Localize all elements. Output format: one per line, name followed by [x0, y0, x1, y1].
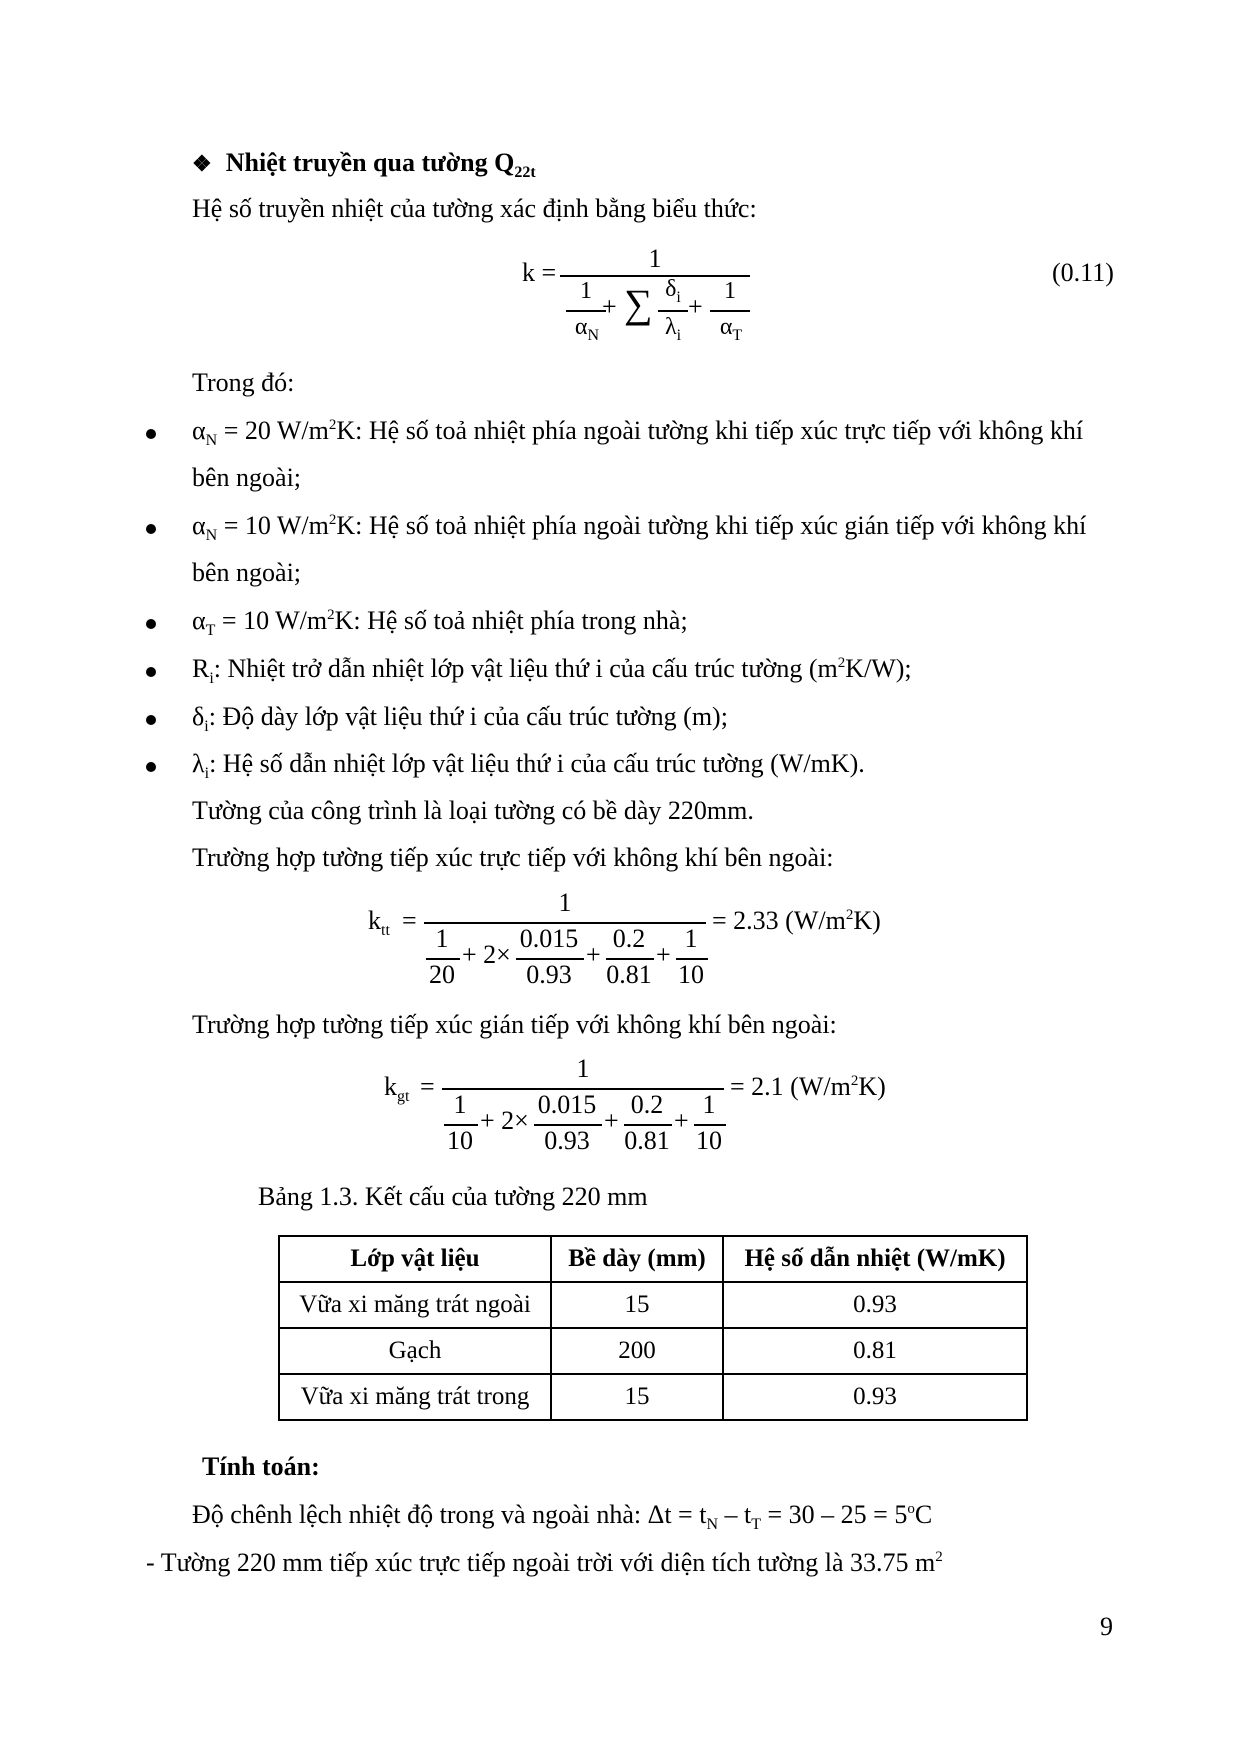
- bullet-dot-icon: [146, 429, 156, 439]
- wall-note: Tường của công trình là loại tường có bề dày 220mm.: [192, 796, 754, 825]
- list-item: $\alpha_N = 10$ $W/m^2K$: Hệ số toả nhiệt phía ngoài tường khi tiếp xúc gián tiếp với không khí: [192, 511, 1087, 544]
- where-label: Trong đó:: [192, 368, 295, 397]
- bullet-dot-icon: [146, 524, 156, 534]
- table-row: Vữa xi măng trát ngoài 15 0.93: [279, 1282, 1027, 1328]
- delta-t-line: Độ chênh lệch nhiệt độ trong và ngoài nhà: $\Delta t = t_N - t_T = 30 - 25 = 5^oC$: [192, 1500, 933, 1533]
- bullet-dot-icon: [146, 667, 156, 677]
- list-item: $\alpha_N = 20$ $W/m^2K$: Hệ số toả nhiệt phía ngoài tường khi tiếp xúc trực tiếp với không khí: [192, 416, 1084, 449]
- wall-structure-table: [278, 1235, 1028, 1421]
- sum-symbol: ∑: [624, 281, 653, 326]
- case-direct-text: Trường hợp tường tiếp xúc trực tiếp với không khí bên ngoài:: [192, 843, 834, 872]
- list-item: $\alpha_T = 10$ $W/m^2K$: Hệ số toả nhiệt phía trong nhà;: [192, 606, 688, 639]
- table-row: Vữa xi măng trát trong 15 0.93: [279, 1374, 1027, 1420]
- table-row: Gạch 200 0.81: [279, 1328, 1027, 1374]
- table-caption: Bảng 1.3. Kết cấu của tường 220 mm: [258, 1182, 648, 1211]
- calc-title: Tính toán:: [202, 1452, 320, 1481]
- diamond-bullet-icon: ❖: [192, 151, 212, 176]
- list-item: $\lambda_i$: Hệ số dẫn nhiệt lớp vật liệu thứ i của cấu trúc tường (W/mK).: [192, 749, 865, 782]
- intro-text: Hệ số truyền nhiệt của tường xác định bằng biểu thức:: [192, 194, 757, 223]
- bullet-dot-icon: [146, 715, 156, 725]
- bullet-dot-icon: [146, 619, 156, 629]
- wall-area-line: - Tường 220 mm tiếp xúc trực tiếp ngoài trời với diện tích tường là 33.75 $m^2$: [146, 1548, 943, 1577]
- list-item-continuation: bên ngoài;: [192, 463, 302, 492]
- section-heading: ❖ Nhiệt truyền qua tường $Q_{22t}$: [192, 148, 536, 181]
- bullet-dot-icon: [146, 762, 156, 772]
- equation-number: (0.11): [1052, 258, 1114, 287]
- table-header-row: Lớp vật liệu Bề dày (mm) Hệ số dẫn nhiệt (W/mK): [279, 1236, 1027, 1282]
- list-item-continuation: bên ngoài;: [192, 558, 302, 587]
- list-item: $\delta_i$: Độ dày lớp vật liệu thứ i của cấu trúc tường (m);: [192, 702, 728, 735]
- page-number: 9: [1100, 1612, 1113, 1641]
- list-item: $R_i$: Nhiệt trở dẫn nhiệt lớp vật liệu thứ i của cấu trúc tường $(m^2K/W)$;: [192, 654, 912, 687]
- case-indirect-text: Trường hợp tường tiếp xúc gián tiếp với không khí bên ngoài:: [192, 1010, 837, 1039]
